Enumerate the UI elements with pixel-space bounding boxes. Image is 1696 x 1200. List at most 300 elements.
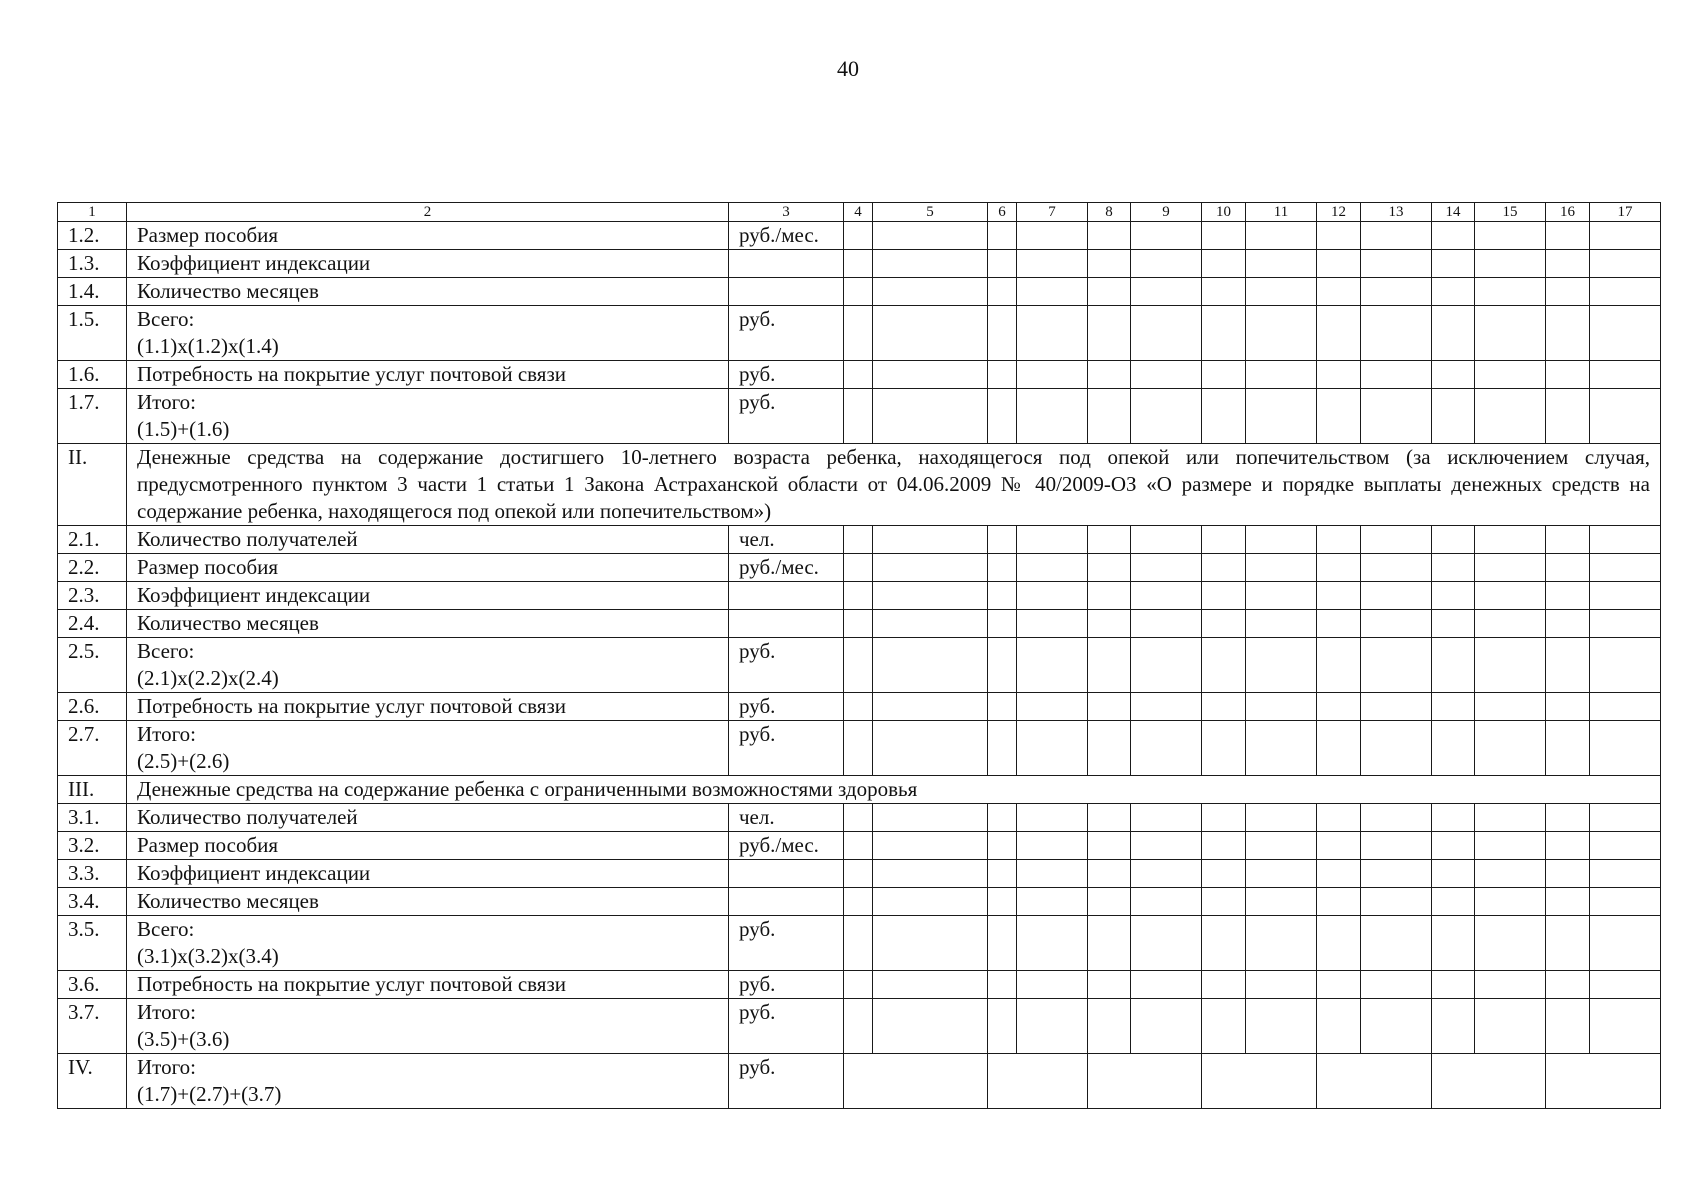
empty-cell (1432, 554, 1475, 582)
empty-cell (1017, 804, 1088, 832)
empty-cell (873, 278, 988, 306)
empty-cell (1202, 721, 1246, 776)
empty-cell (1590, 832, 1661, 860)
empty-cell (1590, 278, 1661, 306)
empty-cell (1361, 278, 1432, 306)
empty-cell (1246, 554, 1317, 582)
row-unit: руб. (729, 389, 844, 444)
empty-cell (1017, 222, 1088, 250)
empty-cell (844, 278, 873, 306)
empty-cell (1131, 610, 1202, 638)
empty-cell (1590, 526, 1661, 554)
empty-cell (1202, 888, 1246, 916)
empty-cell (1475, 804, 1546, 832)
empty-cell (1246, 888, 1317, 916)
empty-cell (1475, 971, 1546, 999)
row-label-text: Итого: (137, 722, 196, 746)
empty-cell (1317, 971, 1361, 999)
table-row (58, 554, 1661, 582)
empty-cell (988, 389, 1017, 444)
empty-cell (1317, 693, 1361, 721)
empty-cell (1590, 582, 1661, 610)
empty-cell (1088, 389, 1131, 444)
table-body (58, 203, 1661, 1109)
empty-cell (1017, 610, 1088, 638)
empty-cell (1202, 1054, 1317, 1109)
row-number: 1.7. (58, 389, 127, 444)
empty-cell (988, 250, 1017, 278)
empty-cell (1088, 278, 1131, 306)
empty-cell (1202, 278, 1246, 306)
empty-cell (873, 888, 988, 916)
empty-cell (844, 526, 873, 554)
row-label-text: Размер пособия (137, 833, 279, 857)
empty-cell (1088, 721, 1131, 776)
empty-cell (988, 306, 1017, 361)
empty-cell (1017, 554, 1088, 582)
empty-cell (844, 916, 873, 971)
empty-cell (1546, 222, 1590, 250)
column-header-7: 7 (1017, 203, 1088, 222)
empty-cell (1202, 554, 1246, 582)
empty-cell (844, 999, 873, 1054)
empty-cell (1246, 916, 1317, 971)
empty-cell (1202, 250, 1246, 278)
empty-cell (1131, 389, 1202, 444)
row-label (127, 222, 729, 250)
empty-cell (988, 526, 1017, 554)
empty-cell (1317, 804, 1361, 832)
row-label-text: Итого: (137, 1055, 196, 1079)
row-number: 1.4. (58, 278, 127, 306)
empty-cell (1246, 971, 1317, 999)
row-unit: руб./мес. (729, 832, 844, 860)
empty-cell (1246, 222, 1317, 250)
row-label-text: Количество получателей (137, 805, 358, 829)
row-label (127, 804, 729, 832)
empty-cell (1361, 361, 1432, 389)
empty-cell (1317, 638, 1361, 693)
row-unit: руб. (729, 361, 844, 389)
empty-cell (1317, 250, 1361, 278)
column-header-4: 4 (844, 203, 873, 222)
empty-cell (844, 389, 873, 444)
column-header-8: 8 (1088, 203, 1131, 222)
row-label (127, 860, 729, 888)
column-header-17: 17 (1590, 203, 1661, 222)
empty-cell (873, 916, 988, 971)
row-unit: руб. (729, 971, 844, 999)
empty-cell (988, 999, 1017, 1054)
table-row (58, 832, 1661, 860)
empty-cell (1088, 804, 1131, 832)
empty-cell (1475, 554, 1546, 582)
row-number: 3.3. (58, 860, 127, 888)
row-unit (729, 860, 844, 888)
empty-cell (1202, 306, 1246, 361)
empty-cell (1088, 610, 1131, 638)
empty-cell (1088, 638, 1131, 693)
empty-cell (1590, 916, 1661, 971)
empty-cell (1546, 526, 1590, 554)
empty-cell (1202, 860, 1246, 888)
empty-cell (1546, 389, 1590, 444)
row-unit (729, 250, 844, 278)
empty-cell (1088, 554, 1131, 582)
empty-cell (1361, 610, 1432, 638)
empty-cell (1475, 526, 1546, 554)
empty-cell (873, 804, 988, 832)
empty-cell (1202, 526, 1246, 554)
row-label-text: Всего: (137, 639, 195, 663)
row-unit (729, 610, 844, 638)
empty-cell (1317, 526, 1361, 554)
row-label (127, 832, 729, 860)
empty-cell (1590, 721, 1661, 776)
row-unit: руб. (729, 916, 844, 971)
empty-cell (1590, 638, 1661, 693)
row-number: IV. (58, 1054, 127, 1109)
empty-cell (1088, 999, 1131, 1054)
empty-cell (1546, 999, 1590, 1054)
empty-cell (1202, 361, 1246, 389)
row-label-text: Потребность на покрытие услуг почтовой связи (137, 972, 566, 996)
empty-cell (1202, 389, 1246, 444)
empty-cell (1131, 554, 1202, 582)
empty-cell (844, 610, 873, 638)
empty-cell (1088, 693, 1131, 721)
row-label-text: Количество месяцев (137, 611, 319, 635)
empty-cell (873, 526, 988, 554)
empty-cell (988, 888, 1017, 916)
empty-cell (1317, 222, 1361, 250)
row-number: 2.7. (58, 721, 127, 776)
empty-cell (1131, 888, 1202, 916)
empty-cell (1361, 582, 1432, 610)
empty-cell (1131, 832, 1202, 860)
empty-cell (1202, 693, 1246, 721)
empty-cell (1546, 916, 1590, 971)
empty-cell (988, 638, 1017, 693)
empty-cell (873, 582, 988, 610)
row-formula: (2.1)x(2.2)x(2.4) (137, 666, 279, 690)
empty-cell (1088, 526, 1131, 554)
empty-cell (873, 250, 988, 278)
empty-cell (1317, 361, 1361, 389)
row-label (127, 999, 729, 1054)
table-row (58, 222, 1661, 250)
row-label (127, 971, 729, 999)
table-row (58, 582, 1661, 610)
row-unit (729, 888, 844, 916)
row-label (127, 389, 729, 444)
empty-cell (1475, 222, 1546, 250)
row-unit: чел. (729, 804, 844, 832)
empty-cell (844, 721, 873, 776)
empty-cell (873, 693, 988, 721)
empty-cell (1017, 832, 1088, 860)
empty-cell (1475, 582, 1546, 610)
empty-cell (1202, 582, 1246, 610)
empty-cell (1246, 860, 1317, 888)
table-row (58, 278, 1661, 306)
column-header-14: 14 (1432, 203, 1475, 222)
empty-cell (1432, 222, 1475, 250)
row-label (127, 582, 729, 610)
table-row (58, 693, 1661, 721)
empty-cell (1475, 832, 1546, 860)
empty-cell (1317, 832, 1361, 860)
empty-cell (1546, 554, 1590, 582)
row-label-text: Количество месяцев (137, 279, 319, 303)
empty-cell (1246, 610, 1317, 638)
empty-cell (1246, 638, 1317, 693)
empty-cell (1131, 278, 1202, 306)
empty-cell (1361, 721, 1432, 776)
empty-cell (1546, 306, 1590, 361)
row-unit (729, 278, 844, 306)
empty-cell (1475, 888, 1546, 916)
empty-cell (1432, 526, 1475, 554)
row-label (127, 610, 729, 638)
empty-cell (1361, 804, 1432, 832)
row-number: 2.2. (58, 554, 127, 582)
empty-cell (988, 721, 1017, 776)
empty-cell (1317, 1054, 1432, 1109)
row-unit: руб. (729, 1054, 844, 1109)
empty-cell (844, 361, 873, 389)
empty-cell (988, 860, 1017, 888)
row-label-text: Размер пособия (137, 223, 279, 247)
empty-cell (844, 1054, 988, 1109)
empty-cell (873, 999, 988, 1054)
empty-cell (844, 971, 873, 999)
empty-cell (1590, 361, 1661, 389)
empty-cell (988, 693, 1017, 721)
empty-cell (1546, 250, 1590, 278)
empty-cell (1361, 971, 1432, 999)
empty-cell (1432, 389, 1475, 444)
empty-cell (1546, 693, 1590, 721)
empty-cell (1202, 999, 1246, 1054)
empty-cell (873, 610, 988, 638)
empty-cell (1475, 278, 1546, 306)
empty-cell (1432, 582, 1475, 610)
row-unit: руб./мес. (729, 222, 844, 250)
empty-cell (1432, 721, 1475, 776)
empty-cell (1131, 361, 1202, 389)
empty-cell (1017, 999, 1088, 1054)
empty-cell (1546, 721, 1590, 776)
empty-cell (1088, 306, 1131, 361)
empty-cell (1432, 999, 1475, 1054)
empty-cell (1432, 610, 1475, 638)
empty-cell (1546, 1054, 1661, 1109)
empty-cell (844, 832, 873, 860)
row-label (127, 306, 729, 361)
empty-cell (1546, 860, 1590, 888)
empty-cell (1088, 860, 1131, 888)
row-label-text: Потребность на покрытие услуг почтовой связи (137, 694, 566, 718)
empty-cell (1475, 306, 1546, 361)
row-number: 2.5. (58, 638, 127, 693)
table-row (58, 250, 1661, 278)
empty-cell (1017, 888, 1088, 916)
empty-cell (1246, 582, 1317, 610)
empty-cell (1017, 971, 1088, 999)
row-label-text: Коэффициент индексации (137, 251, 371, 275)
row-unit: руб./мес. (729, 554, 844, 582)
section-title: Денежные средства на содержание достигшего 10-летнего возраста ребенка, находящегося под опекой или попечительством (за исключением случая, предусмотренного пунктом 3 части 1 статьи 1 Закона Астраханской области от 04.06.2009 № 40/2009-ОЗ «О размере и порядке выплаты денежных средств на содержание ребенка, находящегося под опекой или попечительством») (127, 444, 1661, 526)
empty-cell (1088, 582, 1131, 610)
table-row (58, 721, 1661, 776)
empty-cell (1546, 971, 1590, 999)
empty-cell (1475, 638, 1546, 693)
row-label-text: Коэффициент индексации (137, 583, 371, 607)
empty-cell (1202, 222, 1246, 250)
row-label (127, 526, 729, 554)
row-unit: руб. (729, 306, 844, 361)
empty-cell (1017, 582, 1088, 610)
empty-cell (1546, 832, 1590, 860)
empty-cell (1131, 250, 1202, 278)
total-row (58, 1054, 1661, 1109)
table-row (58, 526, 1661, 554)
empty-cell (988, 582, 1017, 610)
table-row (58, 610, 1661, 638)
empty-cell (988, 278, 1017, 306)
empty-cell (844, 638, 873, 693)
row-unit: руб. (729, 638, 844, 693)
row-unit: руб. (729, 721, 844, 776)
empty-cell (1361, 999, 1432, 1054)
row-label (127, 693, 729, 721)
empty-cell (1475, 389, 1546, 444)
empty-cell (1017, 916, 1088, 971)
empty-cell (1590, 222, 1661, 250)
empty-cell (1202, 804, 1246, 832)
empty-cell (988, 1054, 1088, 1109)
empty-cell (1017, 278, 1088, 306)
empty-cell (1361, 860, 1432, 888)
column-header-6: 6 (988, 203, 1017, 222)
empty-cell (1361, 638, 1432, 693)
row-label (127, 361, 729, 389)
empty-cell (1317, 888, 1361, 916)
empty-cell (1317, 389, 1361, 444)
empty-cell (1361, 250, 1432, 278)
empty-cell (1131, 306, 1202, 361)
empty-cell (1317, 278, 1361, 306)
table-row (58, 971, 1661, 999)
table-row (58, 638, 1661, 693)
row-number: 2.6. (58, 693, 127, 721)
row-label (127, 554, 729, 582)
column-header-13: 13 (1361, 203, 1432, 222)
empty-cell (1246, 389, 1317, 444)
row-number: 1.5. (58, 306, 127, 361)
empty-cell (1475, 610, 1546, 638)
row-label (127, 888, 729, 916)
empty-cell (1475, 250, 1546, 278)
empty-cell (1017, 638, 1088, 693)
empty-cell (1246, 832, 1317, 860)
empty-cell (873, 832, 988, 860)
empty-cell (1017, 306, 1088, 361)
empty-cell (1361, 832, 1432, 860)
empty-cell (1475, 999, 1546, 1054)
row-label-text: Всего: (137, 917, 195, 941)
empty-cell (1546, 610, 1590, 638)
table-row (58, 888, 1661, 916)
row-unit (729, 582, 844, 610)
table-row (58, 306, 1661, 361)
empty-cell (1317, 582, 1361, 610)
empty-cell (844, 693, 873, 721)
row-number: 3.5. (58, 916, 127, 971)
empty-cell (1131, 971, 1202, 999)
column-header-12: 12 (1317, 203, 1361, 222)
empty-cell (1131, 916, 1202, 971)
empty-cell (1432, 916, 1475, 971)
empty-cell (1246, 804, 1317, 832)
empty-cell (1017, 361, 1088, 389)
table-row (58, 860, 1661, 888)
empty-cell (844, 804, 873, 832)
empty-cell (873, 638, 988, 693)
page-number: 40 (837, 56, 859, 81)
section-title: Денежные средства на содержание ребенка с ограниченными возможностями здоровья (127, 776, 1661, 804)
empty-cell (844, 250, 873, 278)
empty-cell (1202, 832, 1246, 860)
column-header-5: 5 (873, 203, 988, 222)
empty-cell (1361, 888, 1432, 916)
empty-cell (1590, 610, 1661, 638)
empty-cell (1317, 721, 1361, 776)
empty-cell (1432, 804, 1475, 832)
row-label-text: Итого: (137, 390, 196, 414)
empty-cell (1246, 278, 1317, 306)
empty-cell (1361, 916, 1432, 971)
row-unit: руб. (729, 999, 844, 1054)
empty-cell (1317, 554, 1361, 582)
empty-cell (1088, 361, 1131, 389)
row-formula: (3.1)x(3.2)x(3.4) (137, 944, 279, 968)
empty-cell (1546, 278, 1590, 306)
empty-cell (873, 306, 988, 361)
empty-cell (844, 888, 873, 916)
empty-cell (1317, 999, 1361, 1054)
empty-cell (988, 554, 1017, 582)
row-number: II. (58, 444, 127, 526)
empty-cell (1202, 638, 1246, 693)
empty-cell (1246, 721, 1317, 776)
empty-cell (1361, 526, 1432, 554)
empty-cell (1131, 721, 1202, 776)
row-number: 1.6. (58, 361, 127, 389)
empty-cell (1246, 306, 1317, 361)
empty-cell (988, 916, 1017, 971)
empty-cell (1131, 693, 1202, 721)
empty-cell (1246, 526, 1317, 554)
empty-cell (1131, 526, 1202, 554)
empty-cell (1361, 389, 1432, 444)
row-number: 1.3. (58, 250, 127, 278)
empty-cell (1590, 971, 1661, 999)
section-row (58, 776, 1661, 804)
empty-cell (1590, 804, 1661, 832)
empty-cell (1088, 971, 1131, 999)
